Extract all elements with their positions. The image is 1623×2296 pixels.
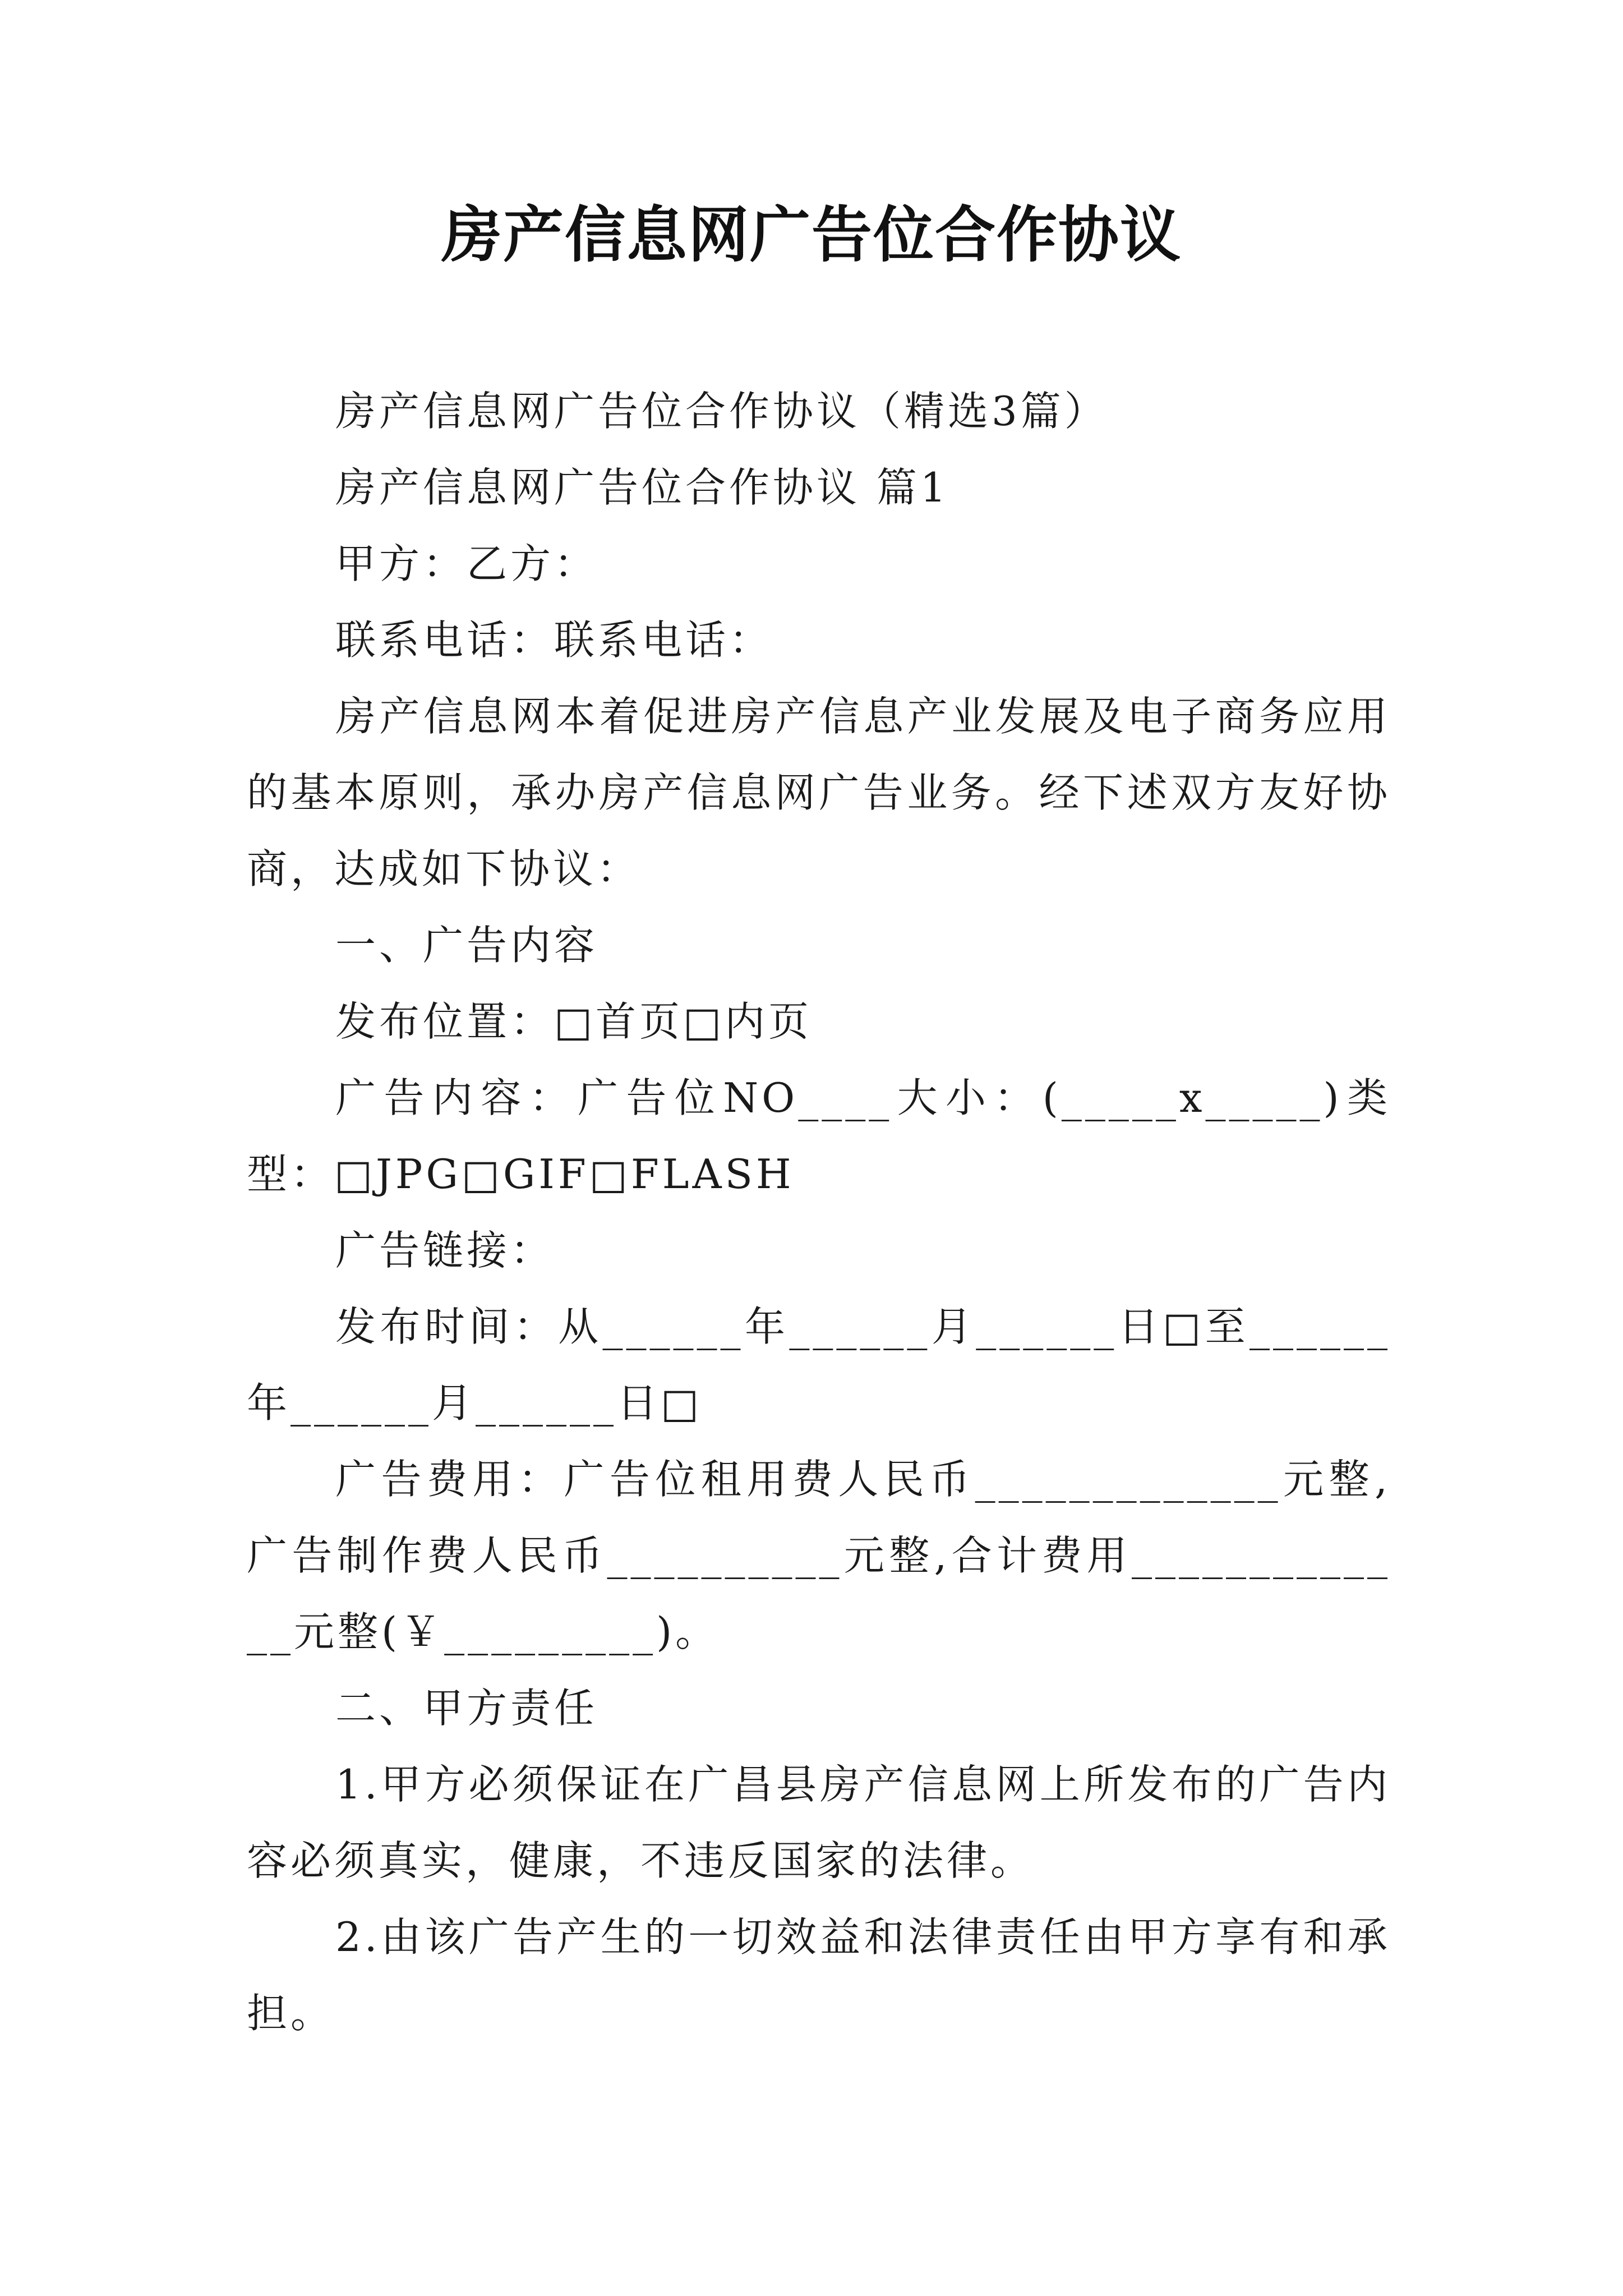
- document-body: [247, 373, 1391, 2051]
- paragraph-ad-fees: 广告费用：广告位租用费人民币_____________元整,广告制作费人民币__________元整,合计费用_____________元整(￥_________)。: [247, 1456, 1391, 1655]
- paragraph-duty-2: 2.由该广告产生的一切效益和法律责任由甲方享有和承担。: [247, 1913, 1391, 2037]
- paragraph-publish-time: 发布时间：从______年______月______日□至______年______月______日□: [247, 1303, 1391, 1427]
- document-title: 房产信息网广告位合作协议: [441, 200, 1182, 270]
- paragraph-duty-1: 1.甲方必须保证在广昌县房产信息网上所发布的广告内容必须真实，健康，不违反国家的法律。: [247, 1761, 1391, 1884]
- paragraph-heading-ad-content: 一、广告内容: [335, 922, 598, 969]
- paragraph-ad-link: 广告链接：: [335, 1227, 555, 1274]
- paragraph-parties: 甲方：乙方：: [335, 540, 598, 587]
- paragraph-section-heading: 房产信息网广告位合作协议 篇1: [335, 464, 949, 511]
- paragraph-ad-spec: 广告内容：广告位NO____大小：(_____x_____)类型：□JPG□GIF□FLASH: [247, 1074, 1391, 1198]
- paragraph-heading-party-a-duties: 二、甲方责任: [335, 1685, 598, 1732]
- paragraph-publish-position: 发布位置：□首页□内页: [335, 998, 813, 1045]
- paragraph-collection-title: 房产信息网广告位合作协议（精选3篇）: [335, 388, 1108, 435]
- paragraph-contact-phones: 联系电话：联系电话：: [335, 616, 773, 664]
- paragraph-preamble: 房产信息网本着促进房产信息产业发展及电子商务应用的基本原则，承办房产信息网广告业务。经下述双方友好协商，达成如下协议：: [247, 693, 1391, 892]
